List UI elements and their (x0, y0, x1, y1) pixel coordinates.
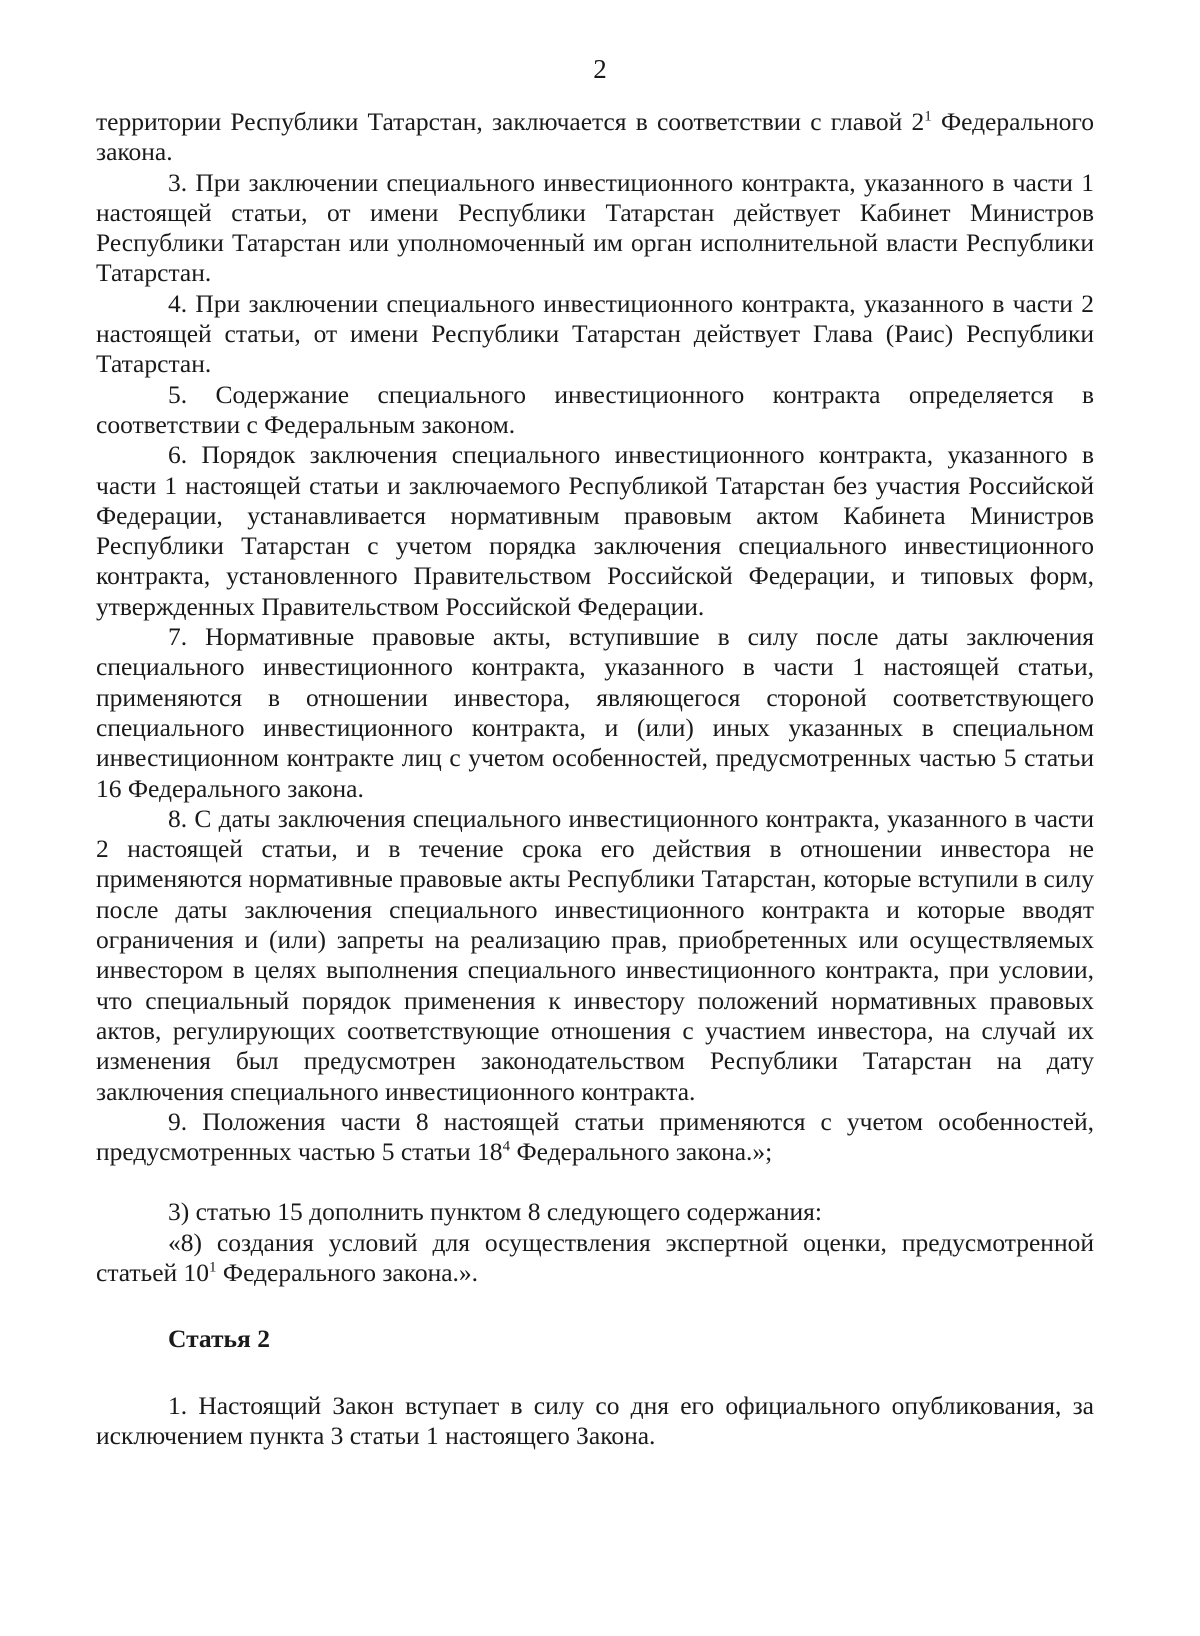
amendment-quote (96, 1228, 1094, 1289)
paragraph-text: «8) создания условий для осуществления экспертной оценки, предусмотренной статьей 10 (96, 1227, 1094, 1287)
paragraph-7 (96, 622, 1094, 804)
article-2-paragraph-1 (96, 1391, 1094, 1452)
paragraph-text: 6. Порядок заключения специального инвестиционного контракта, указанного в части 1 настоящей статьи и заключаемого Республикой Татарстан без участия Российской Федерации, устанавливается нормативным правовым актом Кабинета Министров Республики Татарстан с учетом порядка заключения специального инвестиционного контракта, установленного Правительством Российской Федерации, и типовых форм, утвержденных Правительством Российской Федерации. (96, 440, 1094, 621)
paragraph-8 (96, 804, 1094, 1107)
paragraph-9 (96, 1107, 1094, 1168)
paragraph-text: Федерального закона. (96, 107, 1094, 167)
paragraph-text: 1. Настоящий Закон вступает в силу со дня его официального опубликования, за исключением пункта 3 статьи 1 настоящего Закона. (96, 1390, 1094, 1450)
paragraph-text: 9. Положения части 8 настоящей статьи применяются с учетом особенностей, предусмотренных частью 5 статьи 18 (96, 1106, 1094, 1167)
superscript: 4 (502, 1138, 511, 1155)
paragraph-3 (96, 168, 1094, 289)
paragraph-text: Федерального закона.»; (510, 1137, 773, 1167)
paragraph-text: Федерального закона.». (216, 1257, 479, 1287)
article-heading: Статья 2 (168, 1324, 270, 1354)
continuation-paragraph (96, 107, 1094, 168)
paragraph-text: 5. Содержание специального инвестиционного контракта определяется в соответствии с Федеральным законом. (96, 379, 1094, 439)
paragraph-text: 3. При заключении специального инвестиционного контракта, указанного в части 1 настоящей статьи, от имени Республики Татарстан действует Кабинет Министров Республики Татарстан или уполномоченный им орган исполнительной власти Республики Татарстан. (96, 167, 1094, 288)
paragraph-text: 8. С даты заключения специального инвестиционного контракта, указанного в части 2 настоящей статьи, и в течение срока его действия в отношении инвестора не применяются нормативные правовые акты Республики Татарстан, которые вступили в силу после даты заключения специального инвестиционного контракта и которые вводят ограничения и (или) запреты на реализацию прав, приобретенных или осуществляемых инвестором в целях выполнения специального инвестиционного контракта, при условии, что специальный порядок применения к инвестору положений нормативных правовых актов, регулирующих соответствующие отношения с участием инвестора, на случай их изменения был предусмотрен законодательством Республики Татарстан на дату заключения специального инвестиционного контракта. (96, 803, 1094, 1106)
page-number: 2 (593, 54, 607, 84)
paragraph-4 (96, 289, 1094, 380)
paragraph-text: территории Республики Татарстан, заключается в соответствии с главой 2 (96, 107, 925, 136)
document-body (96, 107, 1094, 1451)
paragraph-text: 7. Нормативные правовые акты, вступившие в силу после даты заключения специального инвестиционного контракта, указанного в части 1 настоящей статьи, применяются в отношении инвестора, являющегося стороной соответствующего специального инвестиционного контракта, и (или) иных указанных в специальном инвестиционном контракте лиц с учетом особенностей, предусмотренных частью 5 статьи 16 Федерального закона. (96, 622, 1094, 803)
paragraph-6 (96, 440, 1094, 622)
paragraph-5 (96, 380, 1094, 441)
amendment-item-3 (96, 1197, 1094, 1227)
paragraph-text: 3) статью 15 дополнить пунктом 8 следующего содержания: (168, 1197, 822, 1227)
superscript: 1 (924, 108, 932, 125)
paragraph-text: 4. При заключении специального инвестиционного контракта, указанного в части 2 настоящей статьи, от имени Республики Татарстан действует Глава (Раис) Республики Татарстан. (96, 288, 1094, 379)
superscript: 1 (209, 1259, 217, 1276)
